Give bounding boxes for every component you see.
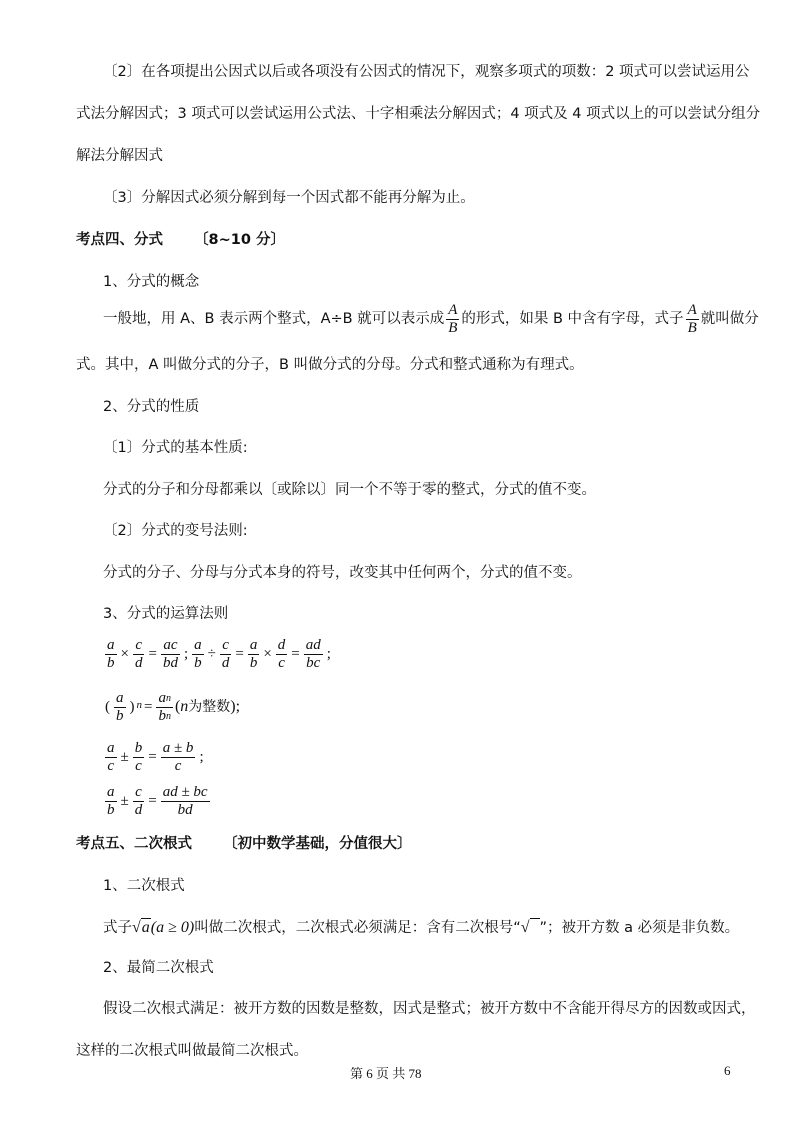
left-paren: ( [105, 699, 110, 715]
fraction-a-over-b [446, 302, 459, 337]
page-info: 第 6 页 共 78 [350, 1066, 422, 1081]
section-4-heading [76, 230, 285, 250]
den: d [134, 801, 143, 818]
num: a [194, 636, 202, 653]
den: b [116, 707, 124, 724]
semicolon: ; [199, 749, 204, 765]
radical-text-b: 叫做二次根式，二次根式必须满足：含有二次根号“ [194, 920, 521, 936]
section-5-title: 考点五、二次根式 [76, 836, 192, 852]
frac [105, 637, 117, 672]
section-4-score: 〔8~10 分〕 [194, 232, 286, 248]
num: a [107, 783, 115, 800]
frac [133, 784, 145, 819]
frac [220, 637, 232, 672]
denominator-B-2: B [687, 319, 697, 336]
paragraph-2-line-3: 解法分解因式 [76, 148, 163, 164]
frac [105, 740, 117, 775]
numerator-A: A [448, 301, 458, 318]
equals-sign: = [148, 646, 157, 662]
heading-radical: 1、二次根式 [103, 878, 185, 894]
radical-text-a: 式子 [103, 920, 132, 936]
times-sign: × [263, 646, 272, 662]
sqrt-symbol-icon: √ [521, 918, 540, 936]
frac [161, 784, 210, 819]
equals-sign: = [291, 646, 300, 662]
semicolon: ; [183, 646, 189, 662]
num: a [107, 636, 115, 653]
note-paren-close: ); [230, 698, 241, 715]
plus-minus: ± [120, 793, 129, 809]
divide-sign: ÷ [207, 646, 216, 662]
heading-properties: 2、分式的性质 [103, 399, 200, 415]
formula-different-denominator [103, 782, 212, 820]
simplest-radical-line-2: 这样的二次根式叫做最简二次根式。 [76, 1043, 308, 1059]
num: b [134, 739, 143, 756]
exponent-n: n [136, 699, 142, 711]
frac [161, 740, 196, 775]
definition-text-c: 就叫做分 [700, 311, 759, 327]
property-1-label: 〔1〕分式的基本性质: [103, 440, 248, 456]
definition-text-b: 的形式，如果 B 中含有字母，式子 [461, 311, 684, 327]
sqrt-expression: √a [132, 919, 150, 936]
note-text: 为整数 [188, 699, 231, 715]
num: ac [163, 636, 178, 653]
formula-multiply-divide [103, 635, 333, 673]
heading-simplest-radical: 2、最简二次根式 [103, 960, 214, 976]
paragraph-3: 〔3〕分解因式必须分解到每一个因式都不能再分解为止。 [103, 190, 475, 206]
frac [105, 784, 117, 819]
den: c [278, 654, 285, 671]
num: a ± b [162, 739, 194, 756]
equals-sign: = [148, 793, 157, 809]
note-var: n [180, 698, 189, 715]
den: c [135, 757, 142, 774]
den: c [174, 757, 182, 774]
num: ad [305, 636, 321, 653]
equals-sign: = [148, 749, 157, 765]
equals-sign: = [144, 699, 153, 715]
frac [133, 740, 145, 775]
num: c [135, 783, 142, 800]
formula-same-denominator [103, 738, 206, 776]
simplest-radical-line-1: 假设二次根式满足：被开方数的因数是整数，因式是整式；被开方数中不含能开得尽方的因数或因式， [103, 1001, 756, 1017]
exp: n [165, 692, 171, 704]
definition-line-2: 式。其中，A 叫做分式的分子，B 叫做分式的分母。分式和整式通称为有理式。 [76, 357, 584, 373]
num: c [222, 636, 229, 653]
den: b [107, 801, 115, 818]
heading-concept: 1、分式的概念 [103, 274, 200, 290]
times-sign: × [120, 646, 129, 662]
section-5-note: 〔初中数学基础，分值很大〕 [223, 836, 412, 852]
right-paren: ) [129, 699, 135, 715]
frac [248, 637, 260, 672]
paragraph-2-line-1: 〔2〕在各项提出公因式以后或各项没有公因式的情况下，观察多项式的项数：2 项式可以尝试运用公 [103, 64, 750, 80]
page-number: 6 [724, 1063, 731, 1078]
num [156, 690, 173, 708]
plus-minus: ± [120, 749, 129, 765]
num: ad ± bc [162, 783, 208, 800]
num: a [249, 636, 258, 653]
den: bc [306, 654, 321, 671]
base: b [158, 707, 166, 724]
den: d [221, 654, 230, 671]
den [156, 708, 173, 725]
numerator-A-2: A [687, 301, 697, 318]
radical-text-c: ”；被开方数 a 必须是非负数。 [539, 920, 740, 936]
den: b [249, 654, 258, 671]
den: c [107, 757, 115, 774]
frac-power [156, 690, 173, 725]
heading-operations: 3、分式的运算法则 [103, 606, 229, 622]
exp: n [165, 710, 171, 722]
definition-line-1 [103, 301, 759, 337]
condition: (a ≥ 0) [150, 919, 195, 936]
frac [161, 637, 180, 672]
num: d [277, 636, 286, 653]
den: b [107, 654, 115, 671]
formula-power [103, 688, 240, 726]
num: c [135, 636, 143, 653]
equals-sign: = [235, 646, 244, 662]
note-paren-open: ( [174, 698, 181, 715]
semicolon: ; [326, 646, 331, 662]
paragraph-2-line-2: 式法分解因式；3 项式可以尝试运用公式法、十字相乘法分解因式；4 项式及 4 项式以上的可以尝试分组分 [76, 106, 761, 122]
section-5-heading [76, 834, 412, 854]
frac [192, 637, 204, 672]
property-2-label: 〔2〕分式的变号法则: [103, 523, 248, 539]
radical-definition [103, 915, 739, 941]
den: bd [177, 801, 193, 818]
frac [114, 690, 126, 725]
den: b [194, 654, 202, 671]
fraction-a-over-b-2 [686, 302, 699, 337]
frac [304, 637, 323, 672]
denominator-B: B [448, 319, 458, 336]
property-2-text: 分式的分子、分母与分式本身的符号，改变其中任何两个，分式的值不变。 [103, 565, 582, 581]
property-1-text: 分式的分子和分母都乘以〔或除以〕同一个不等于零的整式，分式的值不变。 [103, 482, 596, 498]
definition-text-a: 一般地，用 A、B 表示两个整式，A÷B 就可以表示成 [103, 311, 445, 327]
den: bd [162, 654, 178, 671]
section-4-title: 考点四、分式 [76, 232, 163, 248]
num: a [107, 739, 115, 756]
frac [276, 637, 288, 672]
num: a [116, 689, 124, 706]
radicand: a [141, 919, 150, 936]
base: a [158, 689, 166, 706]
den: d [134, 654, 143, 671]
frac [133, 637, 145, 672]
